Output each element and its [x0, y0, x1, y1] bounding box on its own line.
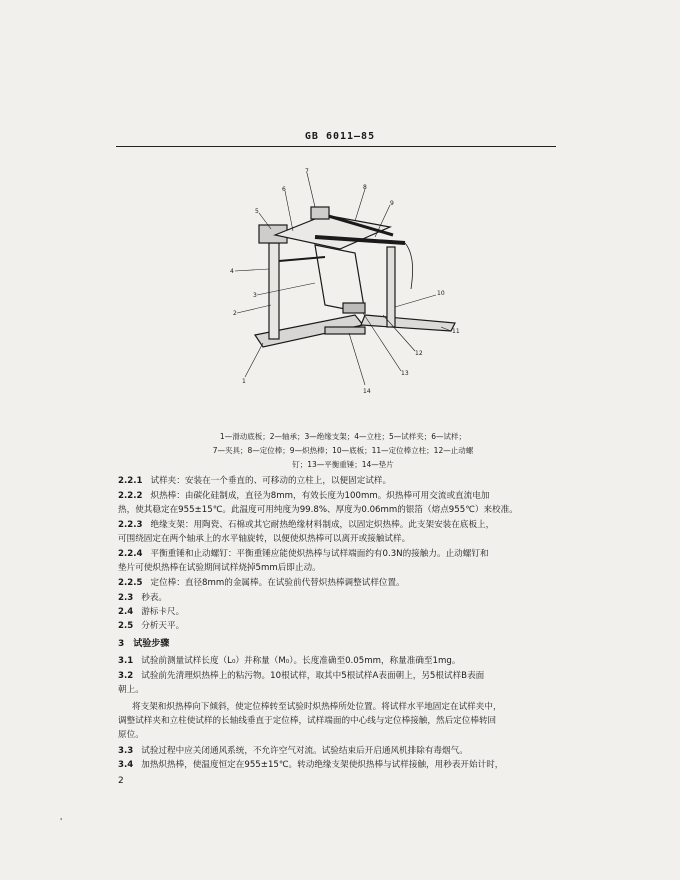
procedure-paragraph-line-3: 原位。 [118, 730, 144, 740]
counterweight [343, 303, 365, 313]
clause-text: 试验过程中应关闭通风系统，不允许空气对流。试验结束后开启通风机排除有毒烟气。 [141, 746, 468, 756]
clause-number: 2.2.3 [118, 520, 143, 530]
clause-2-2-2 [118, 489, 558, 504]
clause-2-2-5 [118, 576, 558, 591]
top-bar [275, 215, 390, 249]
figure-label-14: 14 [363, 388, 371, 395]
figure-label-5: 5 [255, 208, 259, 215]
figure-label-4: 4 [230, 268, 234, 275]
figure-label-1: 1 [242, 378, 246, 385]
margin-mark: ' [60, 817, 63, 826]
clause-number: 2.2.5 [118, 578, 143, 588]
clause-text: 炽热棒：由碳化硅制成，直径为8mm，有效长度为100mm。炽热棒可用交流或直流电加 [150, 491, 490, 501]
figure-label-8: 8 [363, 184, 367, 191]
clause-3-1 [118, 654, 558, 669]
clause-2-2-4-cont: 垫片可使炽热棒在试验期间试样烧掉5mm后即止动。 [118, 563, 321, 573]
procedure-paragraph-line-1: 将支架和炽热棒向下倾斜，使定位棒转至试验时炽热棒所处位置。将试样水平地固定在试样夹中， [132, 702, 502, 712]
clause-2-2-2-cont: 热，使其稳定在955±15℃。此温度可用纯度为99.8%、厚度为0.06mm的银箔（熔点955℃）来校准。 [118, 505, 518, 515]
clause-2-4 [118, 605, 558, 620]
clause-2-2-1 [118, 474, 558, 489]
clause-2-5 [118, 619, 558, 634]
clause-2-2-3 [118, 518, 558, 533]
figure-label-9: 9 [390, 200, 394, 207]
clause-2-2-4 [118, 547, 558, 562]
clamp [311, 207, 329, 219]
clause-number: 3.4 [118, 760, 134, 770]
figure-label-12: 12 [415, 350, 423, 357]
figure-label-13: 13 [401, 370, 409, 377]
apparatus-figure [215, 165, 475, 395]
clause-number: 3.3 [118, 746, 134, 756]
figure-label-2: 2 [233, 310, 237, 317]
clause-text: 试验前先清理炽热棒上的粘污物。10根试样，取其中5根试样A表面朝上，另5根试样B表面 [141, 671, 485, 681]
figure-label-3: 3 [253, 292, 257, 299]
figure-label-7: 7 [305, 168, 309, 175]
base-plate [361, 315, 455, 331]
clause-number: 2.2.2 [118, 491, 143, 501]
clause-text: 试验前测量试样长度（L₀）并称量（M₀）。长度准确至0.05mm，称量准确至1mg。 [141, 656, 461, 666]
standard-header: GB 6011—85 [304, 131, 376, 142]
figure-label-10: 10 [437, 290, 445, 297]
figure-caption-line-2: 7—夹具；8—定位棒；9—炽热棒；10—底板；11—定位棒立柱；12—止动螺 [212, 446, 474, 455]
clause-text: 试样夹：安装在一个垂直的、可移动的立柱上，以便固定试样。 [150, 476, 392, 486]
clause-3-3 [118, 744, 558, 759]
clause-text: 定位棒：直径8mm的金属棒。在试验前代替炽热棒调整试样位置。 [150, 578, 405, 588]
clause-number: 2.2.4 [118, 549, 143, 559]
procedure-paragraph-line-2: 调整试样夹和立柱使试样的长轴线垂直于定位棒，试样端面的中心线与定位棒接触，然后定位棒转回 [118, 716, 497, 726]
clause-3-4 [118, 758, 558, 773]
section-3-heading: 3 试验步骤 [118, 639, 170, 649]
clause-3-2 [118, 669, 558, 684]
clause-number: 2.5 [118, 621, 134, 631]
cable [405, 243, 413, 289]
header-rule [116, 146, 556, 147]
spacer [325, 327, 365, 334]
clause-text: 加热炽热棒，使温度恒定在955±15℃。转动绝缘支架使炽热棒与试样接触，用秒表开始计时， [141, 760, 504, 770]
clause-text: 游标卡尺。 [141, 607, 185, 617]
clause-text: 秒表。 [141, 593, 168, 603]
figure-label-6: 6 [282, 186, 286, 193]
positioning-pillar [387, 247, 395, 327]
figure-caption-line-3: 钉；13—平衡重锤；14—垫片 [292, 460, 394, 469]
clause-number: 2.2.1 [118, 476, 143, 486]
clause-number: 3.1 [118, 656, 134, 666]
clause-text: 平衡重锤和止动螺钉：平衡重锤应能使炽热棒与试样端面约有0.3N的接触力。止动螺钉和 [150, 549, 489, 559]
clause-text: 绝缘支架：用陶瓷、石棉或其它耐热绝缘材料制成，以固定炽热棒。此支架安装在底板上， [150, 520, 495, 530]
clause-2-3 [118, 591, 558, 606]
clause-text: 分析天平。 [141, 621, 185, 631]
clause-number: 2.3 [118, 593, 134, 603]
clause-2-2-3-cont: 可围绕固定在两个轴承上的水平轴旋转，以便使炽热棒可以离开或接触试样。 [118, 534, 411, 544]
clause-number: 3.2 [118, 671, 134, 681]
figure-caption-line-1: 1—滑动底板；2—轴承；3—绝缘支架；4—立柱；5—试样夹；6—试样； [219, 432, 467, 441]
page-number: 2 [118, 776, 124, 786]
clause-3-2-cont: 朝上。 [118, 685, 144, 695]
figure-label-11: 11 [452, 328, 460, 335]
clause-number: 2.4 [118, 607, 134, 617]
